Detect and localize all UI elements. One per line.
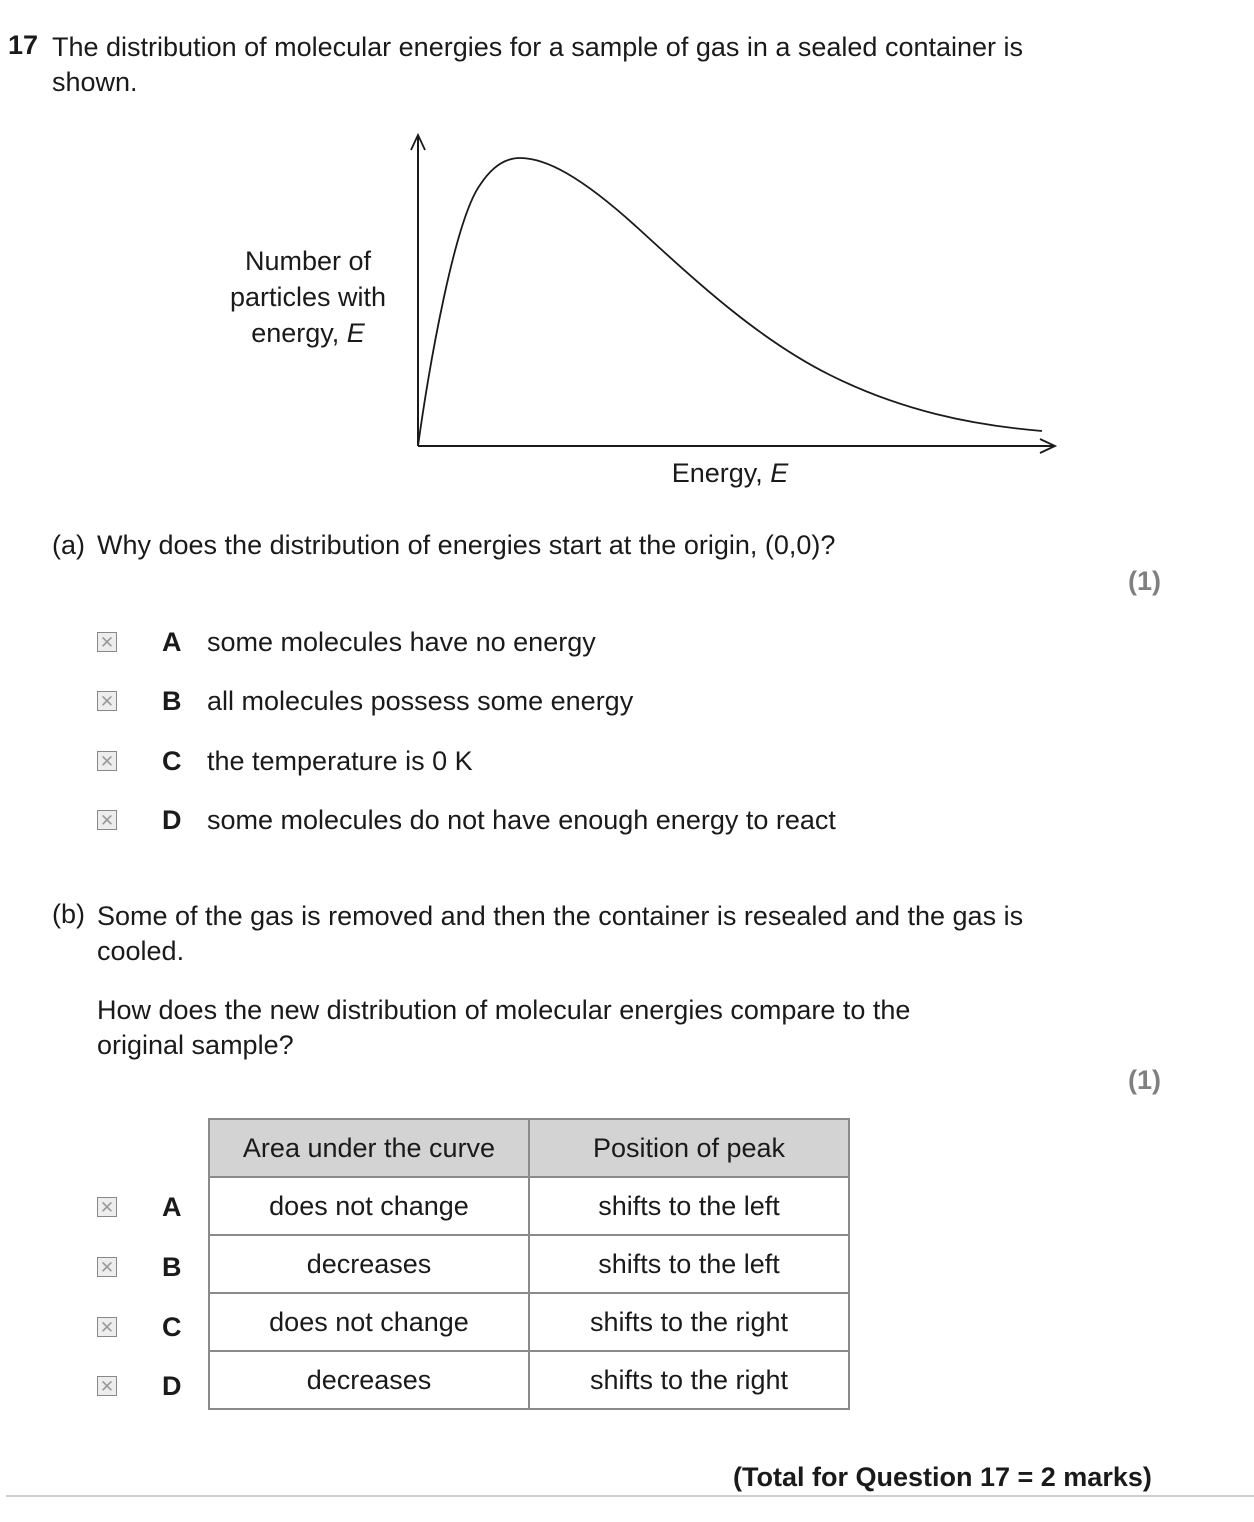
row-c-peak: shifts to the right xyxy=(529,1293,849,1351)
crossed-box-icon[interactable]: ✕ xyxy=(97,1197,117,1217)
option-c-text: the temperature is 0 K xyxy=(207,746,473,776)
crossed-box-icon[interactable]: ✕ xyxy=(97,1257,117,1277)
row-d-peak: shifts to the right xyxy=(529,1351,849,1409)
graph-x-axis-label xyxy=(600,458,860,489)
crossed-box-icon[interactable]: ✕ xyxy=(97,751,117,771)
option-a-letter: A xyxy=(162,627,182,657)
option-c-letter: C xyxy=(162,746,182,776)
table-row xyxy=(209,1177,849,1235)
crossed-box-icon[interactable]: ✕ xyxy=(97,1317,117,1337)
row-b-peak: shifts to the left xyxy=(529,1235,849,1293)
question-stem: The distribution of molecular energies for a sample of gas in a sealed container is shown. xyxy=(52,32,1024,97)
distribution-curve xyxy=(418,158,1042,446)
y-label-line-3-text: energy, xyxy=(251,318,347,348)
table-option-a-letter: A xyxy=(162,1192,182,1222)
option-b-letter: B xyxy=(162,686,182,716)
part-b-label: (b) xyxy=(52,899,85,929)
option-b-text: all molecules possess some energy xyxy=(207,686,634,716)
table-row xyxy=(209,1235,849,1293)
row-a-area: does not change xyxy=(209,1177,529,1235)
x-label-text: Energy, xyxy=(671,458,771,488)
crossed-box-icon[interactable]: ✕ xyxy=(97,810,117,830)
y-label-line-1: Number of xyxy=(244,246,372,276)
header-area: Area under the curve xyxy=(209,1119,529,1177)
y-label-variable: E xyxy=(346,318,365,348)
table-option-b-letter: B xyxy=(162,1252,182,1282)
part-a-question: Why does the distribution of energies start at the origin, (0,0)? xyxy=(97,530,836,560)
row-b-area: decreases xyxy=(209,1235,529,1293)
question-number: 17 xyxy=(8,30,39,60)
crossed-box-icon[interactable]: ✕ xyxy=(97,691,117,711)
part-a-marks: (1) xyxy=(1128,566,1161,596)
part-b-marks: (1) xyxy=(1128,1065,1161,1095)
option-d-letter: D xyxy=(162,805,182,835)
table-row xyxy=(209,1351,849,1409)
table-option-d-letter: D xyxy=(162,1371,182,1401)
y-label-line-2: particles with xyxy=(229,282,387,312)
table-row xyxy=(209,1293,849,1351)
table-header-row xyxy=(209,1119,849,1177)
table-option-c-letter: C xyxy=(162,1312,182,1342)
x-label-variable: E xyxy=(770,458,789,488)
question-total-marks: (Total for Question 17 = 2 marks) xyxy=(733,1462,1152,1492)
option-a-text: some molecules have no energy xyxy=(207,627,596,657)
part-b-question: Some of the gas is removed and then the container is resealed and the gas is cooled. xyxy=(97,901,1024,966)
header-peak: Position of peak xyxy=(529,1119,849,1177)
part-b-question-2: How does the new distribution of molecular energies compare to the original sample? xyxy=(97,995,911,1060)
bottom-divider xyxy=(6,1495,1254,1497)
answer-table xyxy=(208,1118,850,1410)
row-c-area: does not change xyxy=(209,1293,529,1351)
crossed-box-icon[interactable]: ✕ xyxy=(97,632,117,652)
part-a-label: (a) xyxy=(52,530,85,560)
row-a-peak: shifts to the left xyxy=(529,1177,849,1235)
energy-distribution-graph xyxy=(0,0,1254,520)
crossed-box-icon[interactable]: ✕ xyxy=(97,1376,117,1396)
row-d-area: decreases xyxy=(209,1351,529,1409)
option-d-text: some molecules do not have enough energy to react xyxy=(207,805,836,835)
